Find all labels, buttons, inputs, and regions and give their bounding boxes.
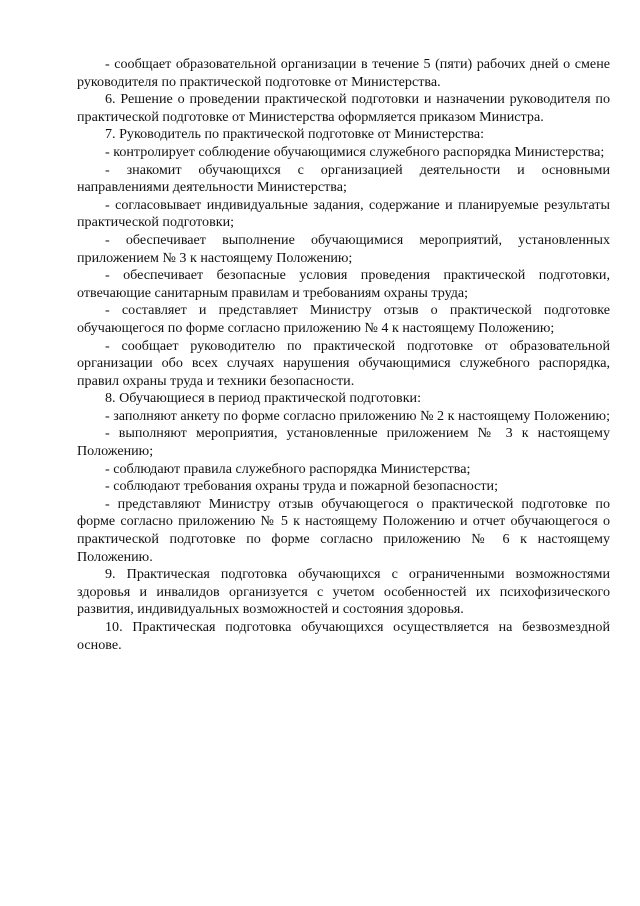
- paragraph-item-7-agree: - согласовывает индивидуальные задания, содержание и планируемые результаты практической подготовки;: [77, 196, 610, 231]
- paragraph-item-7-ensure-safety: - обеспечивает безопасные условия проведения практической подготовки, отвечающие санитарным правилам и требованиям охраны труда;: [77, 267, 610, 301]
- paragraph-item-8-activities: - выполняют мероприятия, установленные приложением № 3 к настоящему Положению;: [77, 425, 610, 460]
- paragraph-item-8-submit-report: - представляют Министру отзыв обучающегося о практической подготовке по форме согласно приложению № 5 к настоящему Положению и отчет обучающегося о практической подготовке по форме согласно приложению № 6 к настоящему Положению.: [77, 495, 610, 565]
- paragraph-item-6: 6. Решение о проведении практической подготовки и назначении руководителя по практической подготовке от Министерства оформляется приказом Министра.: [77, 91, 610, 125]
- paragraph-item-7-control: - контролирует соблюдение обучающимися служебного распорядка Министерства;: [105, 143, 605, 160]
- paragraph-item-9: 9. Практическая подготовка обучающихся с ограниченными возможностями здоровья и инвалидов организуется с учетом особенностей их психофизического развития, индивидуальных возможностей и состояния здоровья.: [77, 566, 610, 618]
- paragraph-item-7-report-violations: - сообщает руководителю по практической подготовке от образовательной организации обо всех случаях нарушения обучающимися служебного распорядка, правил охраны труда и техники безопасности.: [77, 337, 610, 389]
- paragraph-item-8: 8. Обучающиеся в период практической подготовки:: [105, 390, 422, 407]
- paragraph-item-8-rules: - соблюдают правила служебного распорядка Министерства;: [105, 460, 471, 477]
- paragraph-item-8-safety: - соблюдают требования охраны труда и пожарной безопасности;: [105, 478, 498, 495]
- paragraph-notify-organization: - сообщает образовательной организации в течение 5 (пяти) рабочих дней о смене руководителя по практической подготовке от Министерства.: [77, 56, 610, 90]
- paragraph-item-7: 7. Руководитель по практической подготовке от Министерства:: [105, 126, 485, 143]
- paragraph-item-7-introduce: - знакомит обучающихся с организацией деятельности и основными направлениями деятельности Министерства;: [77, 161, 610, 196]
- paragraph-item-7-review: - составляет и представляет Министру отзыв о практической подготовке обучающегося по форме согласно приложению № 4 к настоящему Положению;: [77, 302, 610, 336]
- paragraph-item-8-questionnaire: - заполняют анкету по форме согласно приложению № 2 к настоящему Положению;: [105, 407, 610, 424]
- paragraph-item-10: 10. Практическая подготовка обучающихся осуществляется на безвозмездной основе.: [77, 619, 610, 653]
- paragraph-item-7-ensure-activities: - обеспечивает выполнение обучающимися мероприятий, установленных приложением № 3 к настоящему Положению;: [77, 231, 610, 266]
